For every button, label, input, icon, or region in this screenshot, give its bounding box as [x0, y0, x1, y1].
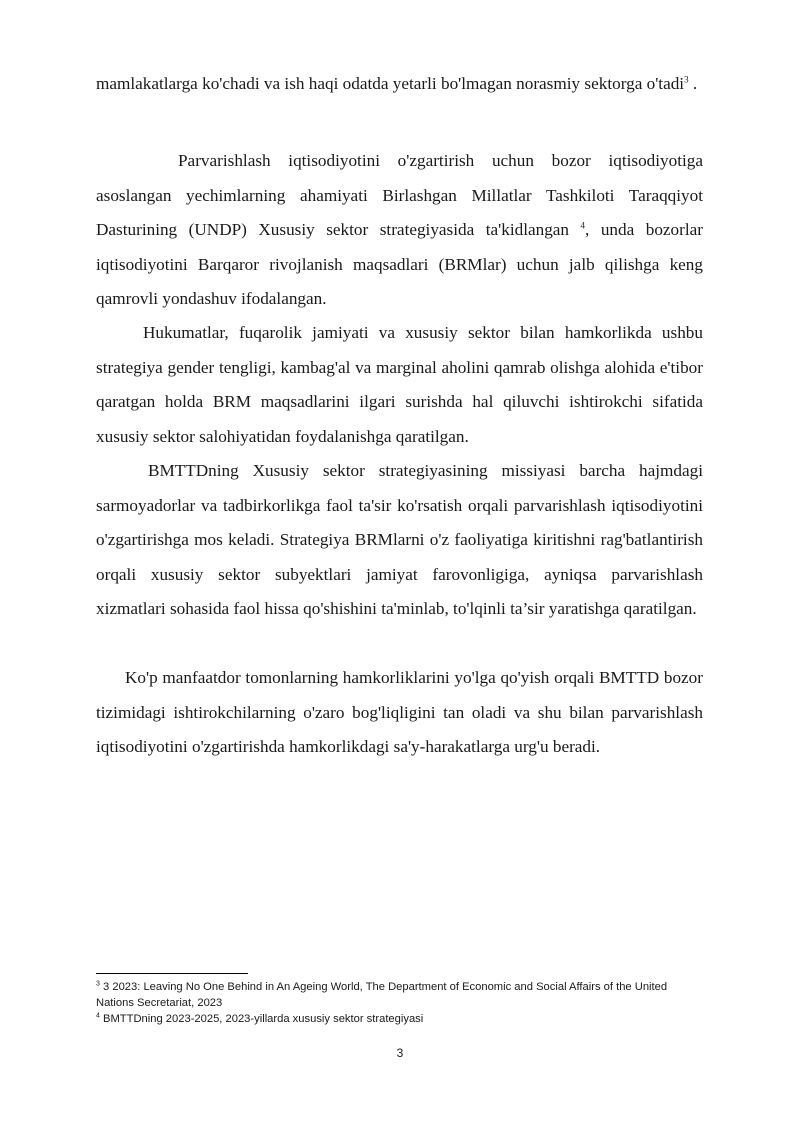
paragraph-2-text: Parvarishlash iqtisodiyotini o'zgartirish uchun bozor iqtisodiyotiga asoslangan yechimlarning ahamiyati Birlashgan Millatlar Tashkiloti Taraqqiyot Dasturining (UNDP) Xususiy sektor strategiyasida ta'kidlangan — [96, 151, 703, 239]
footnote-ref-4[interactable]: 4 — [580, 220, 586, 231]
footnote-4-text: BMTTDning 2023-2025, 2023-yillarda xususiy sektor strategiyasi — [99, 1013, 424, 1025]
paragraph-2 — [96, 144, 703, 317]
page-number: 3 — [396, 1046, 404, 1060]
paragraph-1 — [96, 67, 703, 102]
footnote-separator — [96, 973, 248, 974]
paragraph-5: Ko'p manfaatdor tomonlarning hamkorliklarini yo'lga qo'yish orqali BMTTD bozor tizimidagi ishtirokchilarning o'zaro bog'liqligini tan oladi va shu bilan parvarishlash iqtisodiyotini o'zgartirishda hamkorlikdagi sa'y-harakatlarga urg'u beradi. — [96, 668, 703, 756]
footnote-3-text: 3 2023: Leaving No One Behind in An Ageing World, The Department of Economic and Social Affairs of the United Nations Secretariat, 2023 — [96, 981, 668, 1009]
paragraph-2-tail: , unda bozorlar iqtisodiyotini Barqaror rivojlanish maqsadlari (BRMlar) uchun jalb qilishga keng qamrovli yondashuv ifodalangan. — [96, 220, 703, 308]
footnote-4 — [96, 1011, 706, 1027]
paragraph-4: BMTTDning Xususiy sektor strategiyasining missiyasi barcha hajmdagi sarmoyadorlar va tadbirkorlikga faol ta'sir ko'rsatish orqali parvarishlash iqtisodiyotini o'zgartirishga mos keladi. Strategiya BRMlarni o'z faoliyatiga kiritishni rag'batlantirish orqali xususiy sektor subyektlari jamiyat farovonligiga, ayniqsa parvarishlash xizmatlari sohasida faol hissa qo'shishini ta'minlab, to'lqinli ta’sir yaratishga qaratilgan. — [96, 461, 703, 618]
footnote-3 — [96, 979, 706, 1011]
paragraph-1-text: mamlakatlarga ko'chadi va ish haqi odatda yetarli bo'lmagan norasmiy sektorga o'tadi — [96, 74, 685, 93]
paragraph-3: Hukumatlar, fuqarolik jamiyati va xususiy sektor bilan hamkorlikda ushbu strategiya gender tengligi, kambag'al va marginal aholini qamrab olishga alohida e'tibor qaratgan holda BRM maqsadlarini ilgari surishda hal qiluvchi ishtirokchi sifatida xususiy sektor salohiyatidan foydalanishga qaratilgan. — [96, 323, 703, 446]
paragraph-1-tail: . — [688, 74, 698, 93]
footnote-ref-3[interactable]: 3 — [684, 74, 689, 85]
footnote-3-number: 3 — [96, 980, 100, 988]
footnote-4-number: 4 — [96, 1012, 100, 1020]
